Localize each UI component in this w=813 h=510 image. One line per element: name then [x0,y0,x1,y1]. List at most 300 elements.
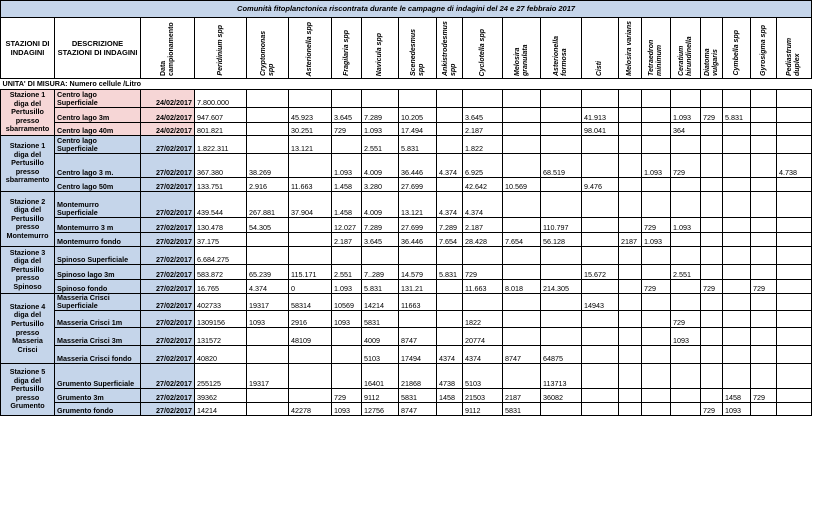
cell-count: 7..289 [362,265,399,280]
cell-count [723,192,751,218]
cell-count: 4.738 [777,154,812,178]
cell-count: 4.374 [247,280,289,294]
cell-count: 4.009 [362,154,399,178]
cell-count: 4.374 [437,192,463,218]
sampling-date: 27/02/2017 [141,178,195,192]
cell-count [503,108,541,123]
cell-count [541,192,582,218]
cell-count [619,403,642,416]
cell-count [619,346,642,364]
table-row [1,90,812,108]
cell-count [289,364,332,389]
cell-count [619,136,642,154]
cell-count: 729 [701,108,723,123]
cell-count: 1.822 [463,136,503,154]
cell-count: 3.280 [362,178,399,192]
cell-count: 5.831 [723,108,751,123]
cell-count [582,90,619,108]
cell-count [332,247,362,265]
cell-count [582,328,619,346]
table-row [1,328,812,346]
cell-count [541,328,582,346]
cell-count [503,294,541,311]
cell-count [503,136,541,154]
cell-count [541,178,582,192]
cell-count [751,123,777,136]
cell-count [671,136,701,154]
cell-count [247,108,289,123]
cell-count [582,346,619,364]
species-header: Asterionella formosa [541,18,582,79]
cell-count: 2187 [619,233,642,247]
cell-count: 12.027 [332,218,362,233]
cell-count [751,265,777,280]
cell-count: 5103 [463,364,503,389]
cell-count [619,328,642,346]
cell-count: 3.645 [332,108,362,123]
cell-count: 14214 [195,403,247,416]
units-label: UNITA' DI MISURA: Numero cellule /Litro [1,79,812,90]
station-description: Masseria Crisci 3m [55,328,141,346]
cell-count [619,265,642,280]
cell-count: 16401 [362,364,399,389]
table-row [1,218,812,233]
cell-count: 10569 [332,294,362,311]
cell-count [671,192,701,218]
cell-count [751,233,777,247]
cell-count: 8747 [399,328,437,346]
cell-count: 1.093 [642,233,671,247]
cell-count: 68.519 [541,154,582,178]
cell-count: 39362 [195,389,247,403]
cell-count [723,311,751,328]
table-body [1,90,812,416]
station-name: Stazione 2 diga del Pertusillo presso Montemurro [1,192,55,247]
cell-count: 729 [332,123,362,136]
cell-count: 45.923 [289,108,332,123]
cell-count: 729 [751,280,777,294]
station-description: Spinoso Superficiale [55,247,141,265]
cell-count: 1458 [723,389,751,403]
cell-count [247,136,289,154]
cell-count [619,389,642,403]
cell-count: 4374 [437,346,463,364]
cell-count: 6.925 [463,154,503,178]
cell-count [671,233,701,247]
cell-count: 19317 [247,364,289,389]
cell-count [701,136,723,154]
cell-count [541,123,582,136]
cell-count [642,364,671,389]
cell-count: 8747 [503,346,541,364]
cell-count [437,123,463,136]
cell-count [332,346,362,364]
cell-count [619,108,642,123]
cell-count [332,136,362,154]
cell-count [777,247,812,265]
cell-count [362,90,399,108]
species-header: Cyclotella spp [463,18,503,79]
station-description: Centro lago 50m [55,178,141,192]
cell-count: 15.672 [582,265,619,280]
cell-count [642,108,671,123]
cell-count: 7.289 [362,218,399,233]
table-title: Comunità fitoplanctonica riscontrata durante le campagne di indagini del 24 e 27 febbraio 2017 [1,1,812,18]
cell-count: 21503 [463,389,503,403]
cell-count [723,154,751,178]
cell-count: 2.551 [332,265,362,280]
cell-count: 11.663 [463,280,503,294]
cell-count [751,136,777,154]
header-description: DESCRIZIONE STAZIONI DI INDAGINI [55,18,141,79]
cell-count: 12756 [362,403,399,416]
table-row [1,389,812,403]
header-date: Data campionamento [141,18,195,79]
cell-count [619,178,642,192]
cell-count [463,294,503,311]
cell-count: 1309156 [195,311,247,328]
cell-count [777,311,812,328]
cell-count: 131572 [195,328,247,346]
cell-count: 13.121 [289,136,332,154]
cell-count [701,311,723,328]
species-header: Diatoma vulgaris [701,18,723,79]
cell-count [701,154,723,178]
cell-count: 5.831 [362,280,399,294]
cell-count [619,311,642,328]
cell-count [503,154,541,178]
cell-count [777,389,812,403]
cell-count: 4.374 [437,154,463,178]
cell-count [541,108,582,123]
cell-count [671,389,701,403]
cell-count [777,346,812,364]
cell-count [642,90,671,108]
cell-count [642,346,671,364]
cell-count [723,280,751,294]
station-description: Centro lago Superficiale [55,136,141,154]
cell-count [701,328,723,346]
table-row [1,136,812,154]
cell-count: 4.374 [463,192,503,218]
sampling-date: 24/02/2017 [141,108,195,123]
cell-count: 214.305 [541,280,582,294]
cell-count: 0 [289,280,332,294]
cell-count [701,294,723,311]
cell-count [619,218,642,233]
station-description: Centro lago 3m [55,108,141,123]
cell-count [701,389,723,403]
station-name: Stazione 4 diga del Pertusillo presso Masseria Crisci [1,294,55,364]
cell-count [777,403,812,416]
cell-count: 7.654 [437,233,463,247]
station-description: Grumento 3m [55,389,141,403]
cell-count [541,265,582,280]
cell-count [701,90,723,108]
sampling-date: 24/02/2017 [141,90,195,108]
cell-count: 402733 [195,294,247,311]
cell-count: 42278 [289,403,332,416]
cell-count [701,123,723,136]
cell-count: 11663 [399,294,437,311]
cell-count: 583.872 [195,265,247,280]
cell-count: 4.009 [362,192,399,218]
cell-count: 7.289 [362,108,399,123]
cell-count [289,346,332,364]
cell-count [463,247,503,265]
cell-count [247,247,289,265]
cell-count: 56.128 [541,233,582,247]
cell-count [701,364,723,389]
cell-count: 5831 [399,389,437,403]
cell-count: 1.093 [362,123,399,136]
cell-count: 27.699 [399,218,437,233]
cell-count [582,136,619,154]
cell-count [619,247,642,265]
table-row [1,192,812,218]
sampling-date: 27/02/2017 [141,265,195,280]
cell-count: 1458 [437,389,463,403]
cell-count [723,178,751,192]
cell-count [671,346,701,364]
cell-count [751,154,777,178]
cell-count: 5.831 [437,265,463,280]
cell-count [777,90,812,108]
sampling-date: 27/02/2017 [141,280,195,294]
cell-count: 19317 [247,294,289,311]
species-header: Asterionella spp [289,18,332,79]
cell-count [247,346,289,364]
cell-count [541,136,582,154]
cell-count [247,90,289,108]
cell-count: 3.645 [362,233,399,247]
cell-count [247,123,289,136]
cell-count [541,294,582,311]
cell-count: 8747 [399,403,437,416]
cell-count: 10.569 [503,178,541,192]
cell-count [723,123,751,136]
cell-count: 48109 [289,328,332,346]
cell-count: 729 [642,280,671,294]
species-header: Cymbella spp [723,18,751,79]
cell-count [642,265,671,280]
table-row [1,247,812,265]
cell-count [582,154,619,178]
cell-count [701,265,723,280]
cell-count [751,108,777,123]
cell-count: 4738 [437,364,463,389]
cell-count: 5831 [362,311,399,328]
cell-count: 439.544 [195,192,247,218]
cell-count [642,389,671,403]
cell-count [723,265,751,280]
cell-count: 4374 [463,346,503,364]
cell-count [777,265,812,280]
table-row [1,123,812,136]
table-row [1,108,812,123]
cell-count [751,218,777,233]
cell-count [619,123,642,136]
cell-count: 6.684.275 [195,247,247,265]
cell-count [642,294,671,311]
cell-count: 1.093 [332,154,362,178]
species-header: Melosira varians [619,18,642,79]
species-header: Gyrosigma spp [751,18,777,79]
cell-count: 98.041 [582,123,619,136]
cell-count: 14943 [582,294,619,311]
cell-count [619,294,642,311]
cell-count [503,328,541,346]
cell-count: 1.822.311 [195,136,247,154]
cell-count: 1.093 [332,280,362,294]
station-description: Centro lago Superficiale [55,90,141,108]
cell-count [751,328,777,346]
cell-count [777,192,812,218]
cell-count [642,178,671,192]
cell-count [503,218,541,233]
sampling-date: 24/02/2017 [141,123,195,136]
cell-count [723,233,751,247]
cell-count [751,178,777,192]
sampling-date: 27/02/2017 [141,311,195,328]
cell-count [723,136,751,154]
cell-count [463,90,503,108]
cell-count [751,311,777,328]
station-description: Montemurro 3 m [55,218,141,233]
species-header: Ankistrodesmus spp [437,18,463,79]
cell-count [437,280,463,294]
sampling-date: 27/02/2017 [141,247,195,265]
species-header: Tetraedron minimum [642,18,671,79]
cell-count: 36.446 [399,154,437,178]
cell-count [289,389,332,403]
cell-count: 364 [671,123,701,136]
cell-count [582,192,619,218]
cell-count [541,311,582,328]
cell-count: 5103 [362,346,399,364]
cell-count [777,294,812,311]
table-row [1,154,812,178]
cell-count: 5831 [503,403,541,416]
station-description: Masseria Crisci fondo [55,346,141,364]
cell-count [437,178,463,192]
cell-count: 38.269 [247,154,289,178]
cell-count [619,192,642,218]
cell-count [541,90,582,108]
station-description: Centro lago 40m [55,123,141,136]
cell-count: 21868 [399,364,437,389]
cell-count [541,403,582,416]
cell-count [582,364,619,389]
cell-count: 14214 [362,294,399,311]
cell-count [701,178,723,192]
cell-count [723,247,751,265]
cell-count: 42.642 [463,178,503,192]
species-header: Cisti [582,18,619,79]
cell-count: 11.663 [289,178,332,192]
cell-count [777,136,812,154]
table-row [1,346,812,364]
cell-count [619,364,642,389]
cell-count: 113713 [541,364,582,389]
cell-count [582,280,619,294]
cell-count: 131.21 [399,280,437,294]
cell-count [437,328,463,346]
cell-count [399,311,437,328]
cell-count [671,280,701,294]
sampling-date: 27/02/2017 [141,403,195,416]
cell-count [437,90,463,108]
cell-count: 1.093 [671,218,701,233]
cell-count [723,346,751,364]
cell-count [289,154,332,178]
cell-count [642,403,671,416]
cell-count: 4009 [362,328,399,346]
cell-count: 37.904 [289,192,332,218]
cell-count [247,389,289,403]
cell-count: 17494 [399,346,437,364]
cell-count: 729 [463,265,503,280]
cell-count [582,311,619,328]
cell-count: 36.446 [399,233,437,247]
cell-count [582,233,619,247]
cell-count [289,90,332,108]
cell-count [701,192,723,218]
cell-count [671,294,701,311]
cell-count: 5.831 [399,136,437,154]
cell-count [701,218,723,233]
table-row [1,364,812,389]
cell-count: 1093 [247,311,289,328]
cell-count: 40820 [195,346,247,364]
cell-count: 130.478 [195,218,247,233]
cell-count [503,364,541,389]
cell-count [247,328,289,346]
cell-count: 9112 [463,403,503,416]
table-row [1,178,812,192]
cell-count [503,265,541,280]
cell-count: 65.239 [247,265,289,280]
cell-count: 27.699 [399,178,437,192]
table-row [1,311,812,328]
cell-count: 110.797 [541,218,582,233]
sampling-date: 27/02/2017 [141,218,195,233]
cell-count: 9.476 [582,178,619,192]
cell-count [777,364,812,389]
species-header: Scenedesmus spp [399,18,437,79]
cell-count: 37.175 [195,233,247,247]
cell-count [751,90,777,108]
cell-count [671,403,701,416]
cell-count [582,247,619,265]
cell-count [437,311,463,328]
cell-count [671,90,701,108]
cell-count [723,294,751,311]
cell-count [723,328,751,346]
cell-count: 14.579 [399,265,437,280]
cell-count [541,247,582,265]
sampling-date: 27/02/2017 [141,328,195,346]
station-name: Stazione 5 diga del Pertusillo presso Grumento [1,364,55,416]
cell-count [437,108,463,123]
cell-count [777,108,812,123]
table-row [1,280,812,294]
cell-count [777,328,812,346]
cell-count: 2.551 [671,265,701,280]
cell-count [503,311,541,328]
station-description: Spinoso lago 3m [55,265,141,280]
sampling-date: 27/02/2017 [141,233,195,247]
